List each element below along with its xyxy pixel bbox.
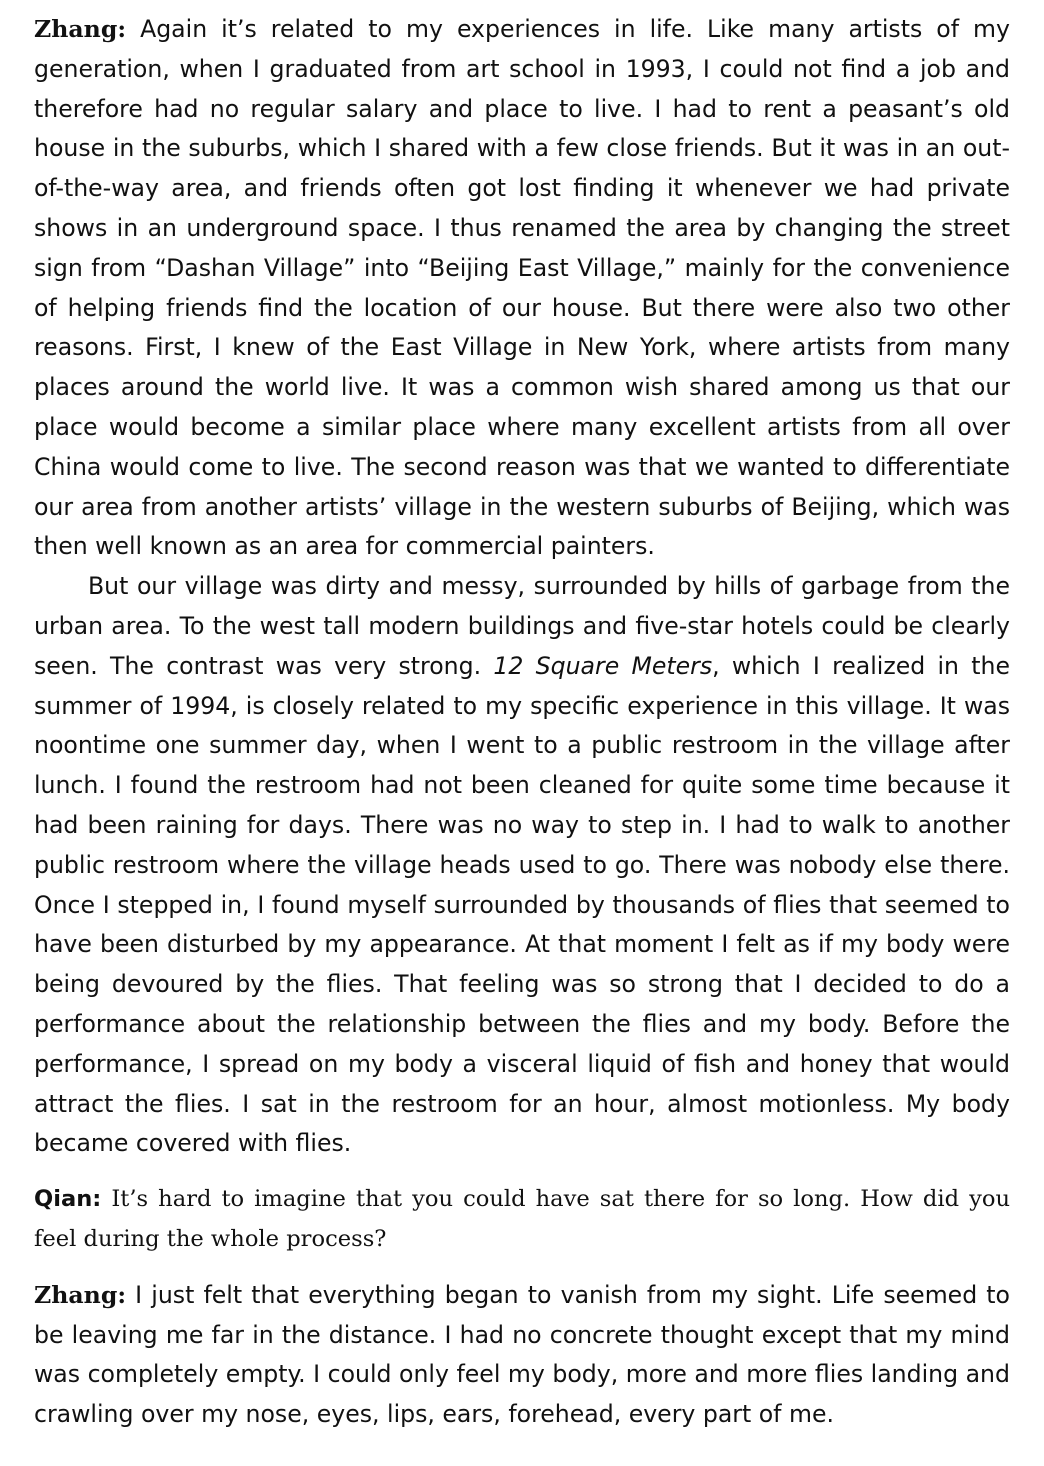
answer-text: But our village was dirty and messy, surrounded by hills of garbage from the urban area. To the west tall modern buildings and five-star hotels could be clearly seen. The contrast was very strong. [34, 572, 1010, 680]
zhang-answer-1-continued [34, 567, 1010, 1164]
question-text: It’s hard to imagine that you could have sat there for so long. How did you feel during the whole process? [34, 1186, 1010, 1252]
answer-text: I just felt that everything began to vanish from my sight. Life seemed to be leaving me far in the distance. I had no concrete thought except that my mind was completely empty. I could only feel my body, more and more flies landing and crawling over my nose, eyes, lips, ears, forehead, every part of me. [34, 1280, 1010, 1429]
speaker-label-zhang: Zhang: [34, 15, 127, 43]
artwork-title: 12 Square Meters [493, 651, 713, 680]
document-page [34, 10, 1010, 1435]
qian-question [34, 1180, 1010, 1260]
zhang-answer-1 [34, 10, 1010, 567]
answer-text: , which I realized in the summer of 1994, is closely related to my specific experience in this village. It was noontime one summer day, when I went to a public restroom in the village after lunch. I found the restroom had not been cleaned for quite some time because it had been raining for days. There was no way to step in. I had to walk to another public restroom where the village heads used to go. There was nobody else there. Once I stepped in, I found myself surrounded by thousands of flies that seemed to have been disturbed by my appearance. At that moment I felt as if my body were being devoured by the flies. That feeling was so strong that I decided to do a performance about the relationship between the flies and my body. Before the performance, I spread on my body a visceral liquid of fish and honey that would attract the flies. I sat in the restroom for an hour, almost motionless. My body became covered with flies. [34, 651, 1010, 1158]
speaker-label-zhang: Zhang: [34, 1280, 127, 1309]
speaker-label-qian: Qian: [34, 1186, 102, 1213]
answer-text: Again it’s related to my experiences in life. Like many artists of my generation, when I graduated from art school in 1993, I could not find a job and therefore had no regular salary and place to live. I had to rent a peasant’s old house in the suburbs, which I shared with a few close friends. But it was in an out-of-the-way area, and friends often got lost finding it whenever we had private shows in an underground space. I thus renamed the area by changing the street sign from “Dashan Village” into “Beijing East Village,” mainly for the convenience of helping friends find the location of our house. But there were also two other reasons. First, I knew of the East Village in New York, where artists from many places around the world live. It was a common wish shared among us that our place would become a similar place where many excellent artists from all over China would come to live. The second reason was that we wanted to differentiate our area from another artists’ village in the western suburbs of Beijing, which was then well known as an area for commercial painters. [34, 15, 1010, 561]
zhang-answer-2 [34, 1276, 1010, 1435]
